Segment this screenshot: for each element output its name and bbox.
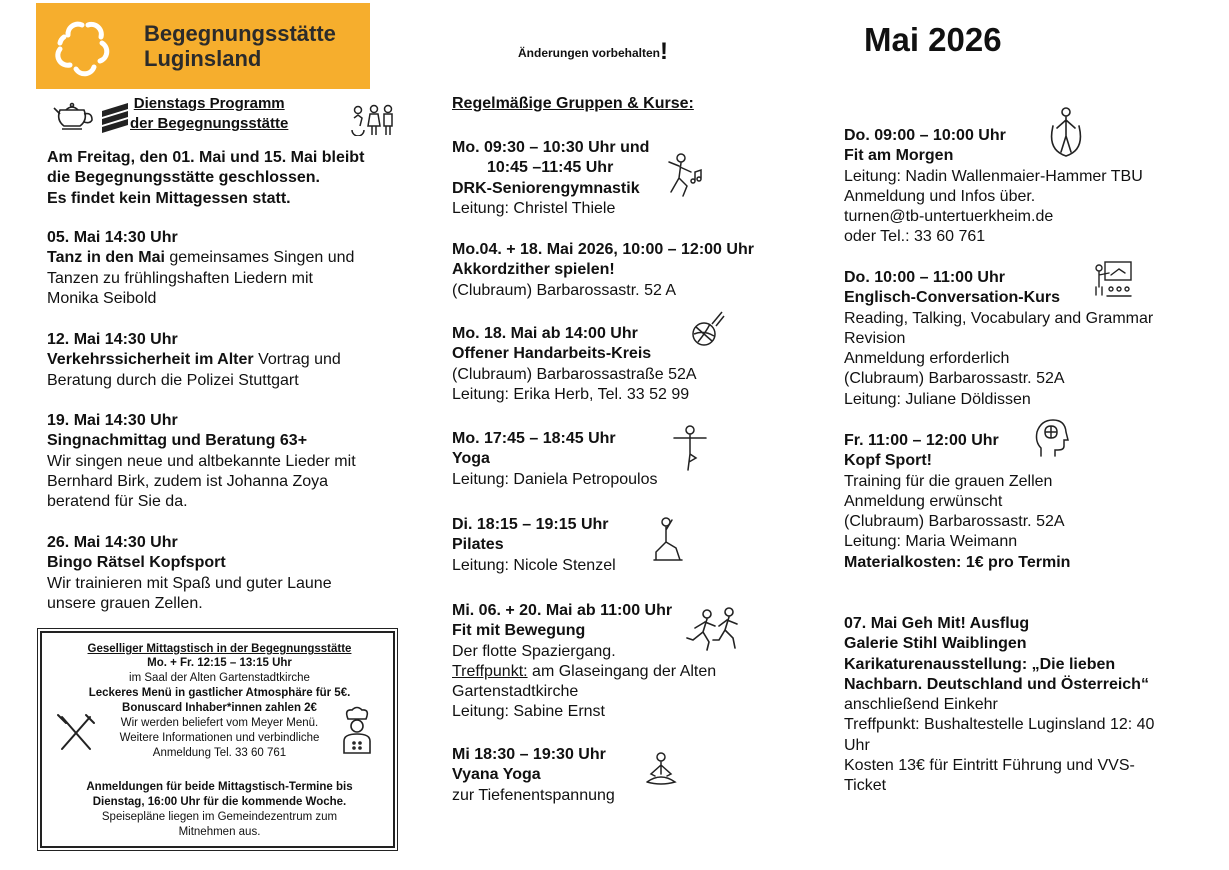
course-time: Mi 18:30 – 19:30 Uhr [452, 746, 606, 763]
course-title: Kopf Sport! [844, 452, 932, 470]
head-brain-icon [1033, 418, 1069, 458]
event-date: 12. Mai 14:30 Uhr [47, 331, 178, 348]
course-registration: Anmeldung erwünscht [844, 492, 1003, 510]
event-title: Singnachmittag und Beratung 63+ [47, 432, 308, 450]
closed-notice [47, 148, 364, 209]
lunch-deadline: Anmeldungen für beide Mittagstisch-Termine bis [86, 781, 353, 793]
course-lead: Leitung: Christel Thiele [452, 199, 616, 217]
event-date: 05. Mai 14:30 Uhr [47, 229, 178, 246]
course-fit-bewegung [452, 601, 716, 723]
course-time: Fr. 11:00 – 12:00 Uhr [844, 432, 999, 449]
course-lead: Leitung: Maria Weimann [844, 533, 1018, 551]
course-desc: Reading, Talking, Vocabulary and Grammar [844, 309, 1154, 327]
course-title: Offener Handarbeits-Kreis [452, 345, 652, 363]
excursion-place: Galerie Stihl Waiblingen [844, 635, 1027, 653]
event-desc: Beratung durch die Polizei Stuttgart [47, 371, 299, 389]
lunch-plans: Speisepläne liegen im Gemeindezentrum zum [101, 811, 338, 823]
changes-notice-mark: ! [660, 38, 669, 65]
excursion-exhibition: Nachbarn. Deutschland und Österreich“ [844, 675, 1149, 693]
course-time: Mo. 17:45 – 18:45 Uhr [452, 430, 616, 447]
lunch-supplier: Wir werden beliefert vom Meyer Menü. [120, 717, 319, 729]
excursion-cost: Ticket [844, 777, 887, 795]
course-phone: oder Tel.: 33 60 761 [844, 228, 986, 246]
org-name-line2: Luginsland [144, 46, 262, 71]
excursion-title: 07. Mai Geh Mit! Ausflug [844, 615, 1030, 632]
event-bingo [47, 533, 332, 614]
event-desc: beratend für Sie da. [47, 493, 188, 511]
people-icon [344, 104, 398, 136]
event-verkehr [47, 330, 341, 391]
course-time: Do. 09:00 – 10:00 Uhr [844, 127, 1006, 144]
course-zither [452, 240, 754, 301]
event-desc: gemeinsames Singen und [164, 249, 355, 267]
event-singnachmittag [47, 411, 356, 512]
meditation-icon [643, 752, 679, 786]
event-desc: Tanzen zu frühlingshaften Liedern mit [47, 269, 313, 287]
course-desc: Der flotte Spaziergang. [452, 642, 616, 660]
course-yoga [452, 429, 657, 490]
course-title: Akkordzither spielen! [452, 261, 615, 279]
excursion-meeting: Uhr [844, 736, 870, 754]
lunch-bonus: Bonuscard Inhaber*innen zahlen 2€ [122, 702, 317, 714]
lunch-info: Weitere Informationen und verbindliche [119, 732, 320, 744]
course-time: Di. 18:15 – 19:15 Uhr [452, 516, 609, 533]
cutlery-icon [56, 713, 96, 753]
course-time: Mo.04. + 18. Mai 2026, 10:00 – 12:00 Uhr [452, 241, 754, 258]
event-date: 19. Mai 14:30 Uhr [47, 412, 178, 429]
course-cost: Materialkosten: 1€ pro Termin [844, 553, 1071, 571]
course-time: Mi. 06. + 20. Mai ab 11:00 Uhr [452, 602, 673, 619]
closed-notice-line: Es findet kein Mittagessen statt. [47, 189, 291, 207]
course-room: (Clubraum) Barbarossastr. 52A [844, 513, 1065, 531]
course-desc: Revision [844, 329, 906, 347]
course-gymnastik [452, 138, 649, 219]
course-time: Mo. 09:30 – 10:30 Uhr und [452, 139, 650, 156]
yarn-icon [690, 310, 726, 348]
teapot-icon [52, 98, 96, 132]
event-title: Bingo Rätsel Kopfsport [47, 554, 226, 572]
course-time: Do. 10:00 – 11:00 Uhr [844, 269, 1005, 286]
course-lead: Leitung: Daniela Petropoulos [452, 470, 658, 488]
course-time: Mo. 18. Mai ab 14:00 Uhr [452, 325, 638, 342]
org-name [144, 21, 336, 71]
chef-icon [340, 705, 374, 755]
course-title: Yoga [452, 450, 490, 468]
course-title: Fit am Morgen [844, 147, 954, 165]
event-desc: Bernhard Birk, zudem ist Johanna Zoya [47, 472, 329, 490]
event-desc: Wir trainieren mit Spaß und guter Laune [47, 574, 332, 592]
walking-people-icon [685, 606, 745, 652]
excursion-info [844, 614, 1154, 797]
courses-heading: Regelmäßige Gruppen & Kurse: [452, 95, 694, 112]
lunch-info-box [40, 631, 395, 848]
course-desc: zur Tiefenentspannung [452, 786, 615, 804]
course-title: Fit mit Bewegung [452, 622, 586, 640]
course-email: turnen@tb-untertuerkheim.de [844, 208, 1054, 226]
lunch-place: im Saal der Alten Gartenstadtkirche [129, 672, 310, 684]
lunch-contact: Anmeldung Tel. 33 60 761 [152, 747, 287, 759]
event-desc: Monika Seibold [47, 289, 157, 307]
excursion-cost: Kosten 13€ für Eintritt Führung und VVS- [844, 757, 1135, 775]
meeting-place: Gartenstadtkirche [452, 683, 579, 701]
excursion-desc: anschließend Einkehr [844, 696, 998, 714]
changes-notice-text: Änderungen vorbehalten [518, 46, 661, 60]
course-registration: Anmeldung erforderlich [844, 350, 1010, 368]
lunch-menu: Leckeres Menü in gastlicher Atmosphäre für 5€. [88, 687, 351, 699]
course-room: (Clubraum) Barbarossastraße 52A [452, 365, 697, 383]
meeting-label: Treffpunkt: [452, 662, 528, 680]
dancer-icon [665, 152, 705, 198]
course-lead: Leitung: Nadin Wallenmaier-Hammer TBU [844, 167, 1143, 185]
event-title: Tanz in den Mai [47, 249, 165, 267]
org-name-line1: Begegnungsstätte [144, 21, 336, 46]
course-title: Pilates [452, 536, 504, 554]
pilates-icon [650, 516, 686, 562]
meeting-place: am Glaseingang der Alten [527, 662, 717, 680]
lunch-plans: Mitnehmen aus. [178, 826, 261, 838]
event-desc: Vortrag und [253, 351, 341, 369]
teacher-board-icon [1091, 259, 1135, 299]
cloud-logo-icon [46, 11, 116, 81]
course-registration: Anmeldung und Infos über. [844, 187, 1036, 205]
tuesday-program-title-line1: Dienstags Programm [133, 95, 285, 112]
course-title: Vyana Yoga [452, 766, 541, 784]
closed-notice-line: Am Freitag, den 01. Mai und 15. Mai bleibt [47, 149, 365, 166]
event-title: Verkehrssicherheit im Alter [47, 351, 254, 369]
course-fit-morgen [844, 126, 1143, 248]
cake-icon [100, 101, 130, 135]
event-tanz [47, 228, 354, 309]
tuesday-program-title [130, 94, 288, 134]
course-title: DRK-Seniorengymnastik [452, 179, 640, 197]
lunch-times: Mo. + Fr. 12:15 – 13:15 Uhr [147, 657, 292, 669]
excursion-exhibition: Karikaturenausstellung: „Die lieben [844, 655, 1116, 673]
course-pilates [452, 515, 616, 576]
course-lead: Leitung: Juliane Döldissen [844, 390, 1031, 408]
course-title: Englisch-Conversation-Kurs [844, 289, 1061, 307]
course-time: 10:45 –11:45 Uhr [487, 159, 614, 177]
event-desc: unsere grauen Zellen. [47, 594, 203, 612]
course-lead: Leitung: Sabine Ernst [452, 703, 605, 721]
course-desc: Training für die grauen Zellen [844, 472, 1053, 490]
excursion-meeting: Treffpunkt: Bushaltestelle Luginsland 12: 40 [844, 716, 1155, 734]
course-lead: Leitung: Nicole Stenzel [452, 556, 616, 574]
closed-notice-line: die Begegnungsstätte geschlossen. [47, 169, 320, 187]
course-room: (Clubraum) Barbarossastr. 52A [844, 370, 1065, 388]
lunch-title: Geselliger Mittagstisch in der Begegnungsstätte [87, 643, 352, 655]
course-handarbeit [452, 324, 697, 405]
event-desc: Wir singen neue und altbekannte Lieder mit [47, 452, 356, 470]
tuesday-program-title-line2: der Begegnungsstätte [130, 115, 289, 132]
month-title: Mai 2026 [864, 21, 1002, 58]
lunch-deadline: Dienstag, 16:00 Uhr für die kommende Woche. [92, 796, 347, 808]
changes-notice [518, 38, 668, 66]
event-date: 26. Mai 14:30 Uhr [47, 534, 178, 551]
logo-banner [36, 3, 370, 89]
course-lead: Leitung: Erika Herb, Tel. 33 52 99 [452, 385, 690, 403]
course-room: (Clubraum) Barbarossastr. 52 A [452, 281, 677, 299]
course-vyana [452, 745, 615, 806]
jump-rope-icon [1043, 106, 1089, 158]
yoga-pose-icon [672, 424, 708, 472]
